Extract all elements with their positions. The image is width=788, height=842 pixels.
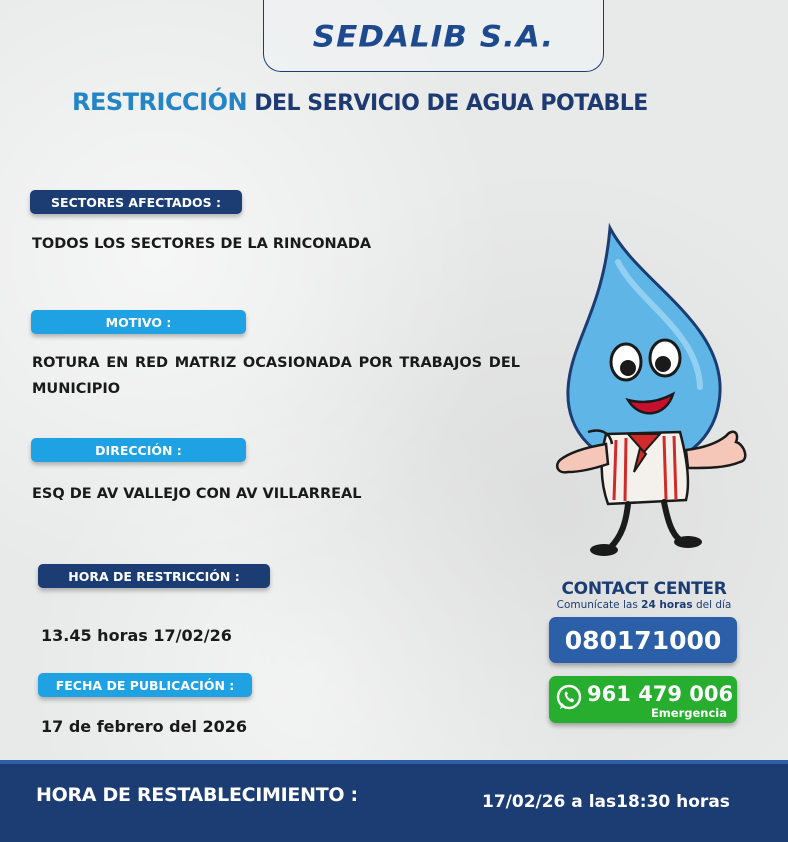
fecha-publicacion-label: FECHA DE PUBLICACIÓN : xyxy=(38,673,252,697)
whatsapp-label: Emergencia xyxy=(650,706,727,720)
water-drop-mascot xyxy=(548,222,758,562)
sectores-value: TODOS LOS SECTORES DE LA RINCONADA xyxy=(32,236,372,252)
direccion-label: DIRECCIÓN : xyxy=(31,438,246,462)
contact-center-title: CONTACT CENTER xyxy=(561,579,727,599)
page-title xyxy=(72,88,732,116)
direccion-value: ESQ DE AV VALLEJO CON AV VILLARREAL xyxy=(32,486,362,502)
contact-phone-number: 080171000 xyxy=(564,625,722,655)
whatsapp-emergency-button[interactable] xyxy=(549,676,737,723)
fecha-publicacion-value: 17 de febrero del 2026 xyxy=(41,717,248,736)
sectores-label: SECTORES AFECTADOS : xyxy=(30,190,242,214)
restablecimiento-label: HORA DE RESTABLECIMIENTO : xyxy=(36,784,358,806)
contact-phone-button[interactable] xyxy=(549,617,737,663)
hora-restriccion-value: 13.45 horas 17/02/26 xyxy=(41,626,232,645)
hora-restriccion-label: HORA DE RESTRICCIÓN : xyxy=(38,564,270,588)
whatsapp-number: 961 479 006 xyxy=(587,682,734,706)
motivo-label: MOTIVO : xyxy=(31,310,246,334)
restablecimiento-value: 17/02/26 a las18:30 horas xyxy=(482,792,730,812)
title-rest: DEL SERVICIO DE AGUA POTABLE xyxy=(247,91,648,116)
logo-frame xyxy=(263,0,604,72)
motivo-value: ROTURA EN RED MATRIZ OCASIONADA POR TRABAJOS DEL MUNICIPIO xyxy=(32,355,520,397)
footer-bar xyxy=(0,760,788,842)
whatsapp-icon xyxy=(555,684,583,712)
title-highlight: RESTRICCIÓN xyxy=(72,88,248,116)
company-logo: SEDALIB S.A. xyxy=(312,19,555,54)
contact-center-subtitle: Comunícate las 24 horas del día xyxy=(556,599,732,611)
